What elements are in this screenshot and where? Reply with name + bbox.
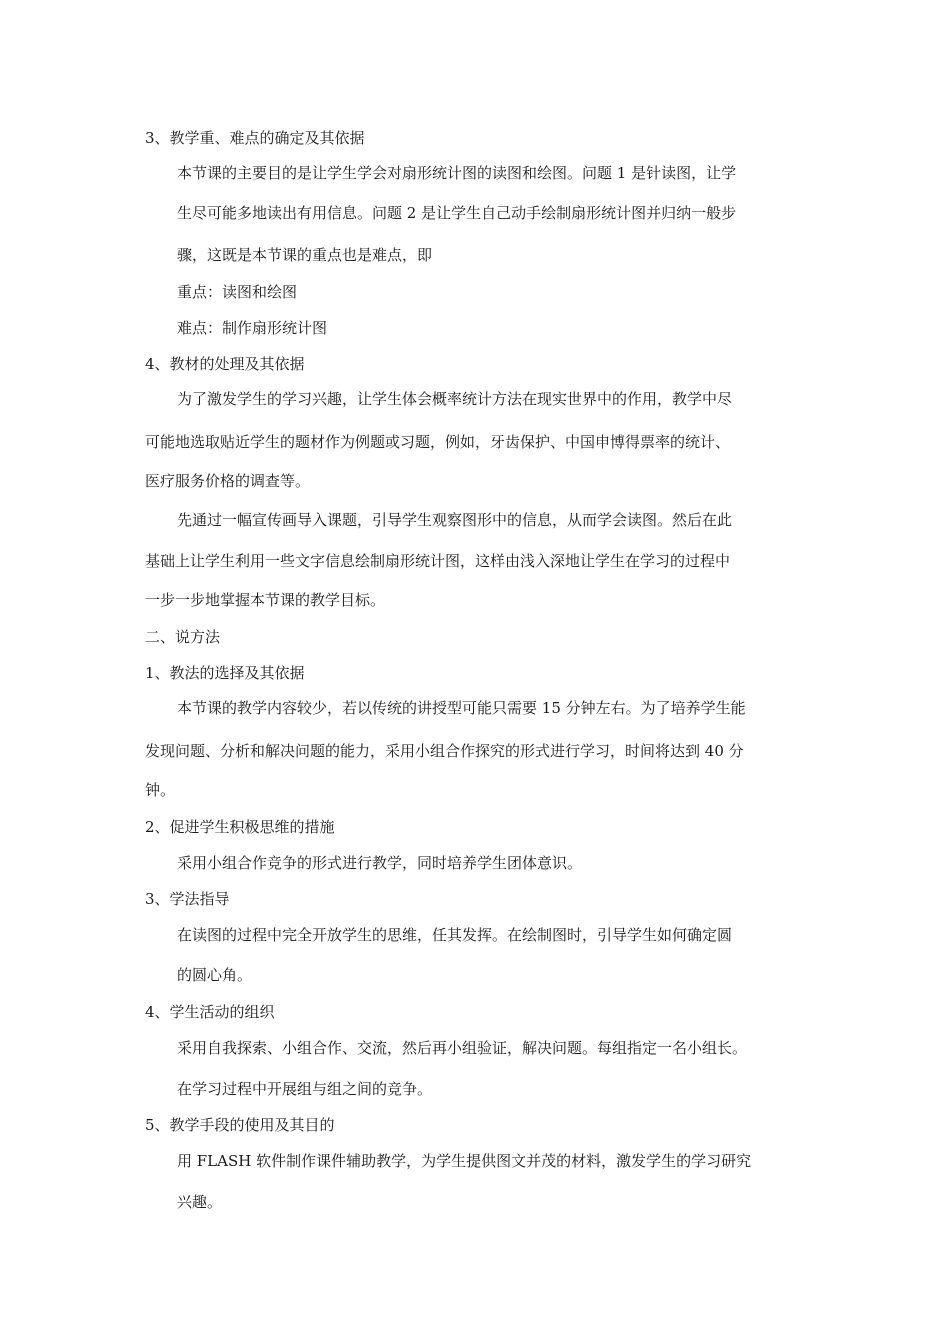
paragraph-line: 兴趣。 (177, 1193, 223, 1211)
section-heading: 3、教学重、难点的确定及其依据 (145, 129, 365, 147)
key-point-line: 重点：读图和绘图 (177, 283, 298, 301)
paragraph-line: 为了激发学生的学习兴趣，让学生体会概率统计方法在现实世界中的作用，教学中尽 (177, 390, 733, 408)
paragraph-line: 骤，这既是本节课的重点也是难点，即 (177, 246, 433, 264)
section-heading: 2、促进学生积极思维的措施 (145, 818, 335, 836)
paragraph-line: 钟。 (145, 781, 176, 799)
section-heading: 4、教材的处理及其依据 (145, 355, 305, 373)
paragraph-line: 本节课的教学内容较少，若以传统的讲授型可能只需要 15 分钟左右。为了培养学生能 (177, 699, 746, 717)
paragraph-line: 可能地选取贴近学生的题材作为例题或习题，例如，牙齿保护、中国申博得票率的统计、 (145, 433, 731, 451)
paragraph-line: 发现问题、分析和解决问题的能力，采用小组合作探究的形式进行学习，时间将达到 40 分 (145, 742, 744, 760)
paragraph-line: 在学习过程中开展组与组之间的竞争。 (177, 1080, 433, 1098)
paragraph-line: 采用自我探索、小组合作、交流，然后再小组验证，解决问题。每组指定一名小组长。 (177, 1039, 748, 1057)
paragraph-line: 采用小组合作竞争的形式进行教学，同时培养学生团体意识。 (177, 854, 583, 872)
section-heading: 3、学法指导 (145, 890, 230, 908)
section-heading: 4、学生活动的组织 (145, 1003, 275, 1021)
paragraph-line: 本节课的主要目的是让学生学会对扇形统计图的读图和绘图。问题 1 是针读图，让学 (177, 164, 737, 182)
paragraph-line: 医疗服务价格的调查等。 (145, 472, 311, 490)
paragraph-line: 基础上让学生利用一些文字信息绘制扇形统计图，这样由浅入深地让学生在学习的过程中 (145, 552, 731, 570)
paragraph-line: 先通过一幅宣传画导入课题，引导学生观察图形中的信息，从而学会读图。然后在此 (177, 511, 733, 529)
section-heading: 1、教法的选择及其依据 (145, 664, 305, 682)
section-heading: 5、教学手段的使用及其目的 (145, 1116, 335, 1134)
paragraph-line: 生尽可能多地读出有用信息。问题 2 是让学生自己动手绘制扇形统计图并归纳一般步 (177, 204, 737, 222)
paragraph-line: 在读图的过程中完全开放学生的思维，任其发挥。在绘制图时，引导学生如何确定圆 (177, 926, 733, 944)
paragraph-line: 的圆心角。 (177, 966, 253, 984)
difficulty-line: 难点：制作扇形统计图 (177, 319, 328, 337)
paragraph-line: 用 FLASH 软件制作课件辅助教学，为学生提供图文并茂的材料，激发学生的学习研究 (177, 1152, 752, 1170)
paragraph-line: 一步一步地掌握本节课的教学目标。 (145, 591, 386, 609)
part-heading: 二、说方法 (145, 628, 221, 646)
